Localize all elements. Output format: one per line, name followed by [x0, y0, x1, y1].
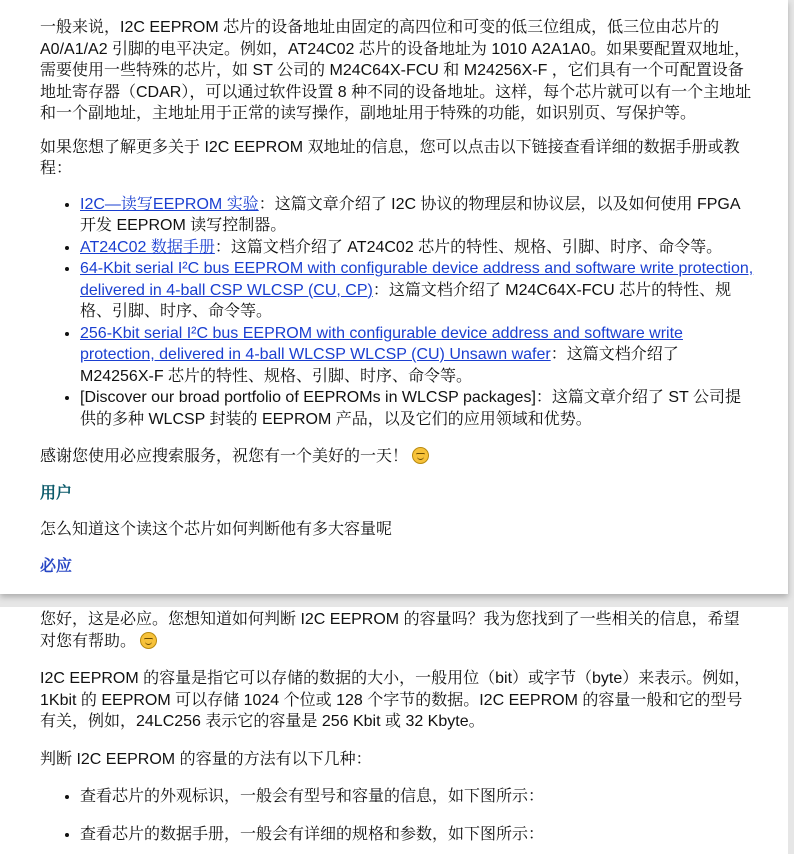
user-question: 怎么知道这个读这个芯片如何判断他有多大容量呢 [40, 521, 393, 538]
list-item [80, 387, 755, 430]
link-description: [Discover our broad portfolio of EEPROMs in WLCSP packages]：这篇文章介绍了 ST 公司提供的多种 WLCSP 封装的 EEPROM 产品，以及它们的应用领域和优势。 [80, 389, 741, 428]
thanks-message [40, 446, 755, 468]
link-m24256x-datasheet[interactable]: 256-Kbit serial I²C bus EEPROM with configurable device address and software write protection, delivered in 4-ball WLCSP WLCSP (CU) Unsawn wafer [80, 324, 683, 363]
greeting-text: 您好，这是必应。您想知道如何判断 I2C EEPROM 的容量吗？我为您找到了一些相关的信息，希望对您有帮助。 [40, 611, 740, 650]
smiling-face-icon [140, 632, 157, 649]
thanks-text: 感谢您使用必应搜索服务，祝您有一个美好的一天！ [40, 448, 409, 465]
link-at24c02-datasheet[interactable]: AT24C02 数据手册 [80, 238, 215, 256]
paragraph-device-address: 一般来说，I2C EEPROM 芯片的设备地址由固定的高四位和可变的低三位组成，低三位由芯片的A0/A1/A2 引脚的电平决定。例如，AT24C02 芯片的设备地址为 1010 A2A1A0。如果要配置双地址，需要使用一些特殊的芯片，如 ST 公司的 M24C64X-FCU 和 M24256X-F ，它们具有一个可配置设备地址寄存器（CDAR），可以通过软件设置 8 种不同的设备地址。这样，每个芯片就可以有一个主地址和一个副地址，主地址用于正常的读写操作，副地址用于特殊的功能，如识别页、写保护等。 [40, 19, 752, 122]
list-item [80, 323, 755, 388]
page-1-content [40, 17, 755, 577]
page-2-content [40, 609, 755, 845]
paragraph-greeting [40, 609, 755, 652]
link-description: ：这篇文档介绍了 M24256X-F 芯片的特性、规格、引脚、时序、命令等。 [80, 346, 679, 385]
smiling-face-icon [412, 447, 429, 464]
list-item: • 查看芯片的外观标识，一般会有型号和容量的信息，如下图所示： [80, 786, 755, 808]
paragraph-capacity-definition: I2C EEPROM 的容量是指它可以存储的数据的大小，一般用位（bit）或字节（byte）来表示。例如，1Kbit 的 EEPROM 可以存储 1024 个位或 128 个字节的数据。I2C EEPROM 的容量一般和它的型号有关，例如，24LC256 表示它的容量是 256 Kbit 或 32 Kbyte。 [40, 670, 751, 730]
paragraph-methods-intro: 判断 I2C EEPROM 的容量的方法有以下几种： [40, 750, 372, 768]
link-description: ：这篇文章介绍了 I2C 协议的物理层和协议层，以及如何使用 FPGA 开发 EEPROM 读写控制器。 [80, 195, 740, 234]
paragraph-more-info: 如果您想了解更多关于 I2C EEPROM 双地址的信息，您可以点击以下链接查看详细的数据手册或教程： [40, 138, 740, 177]
reference-link-list [40, 194, 755, 431]
link-description: ：这篇文档介绍了 AT24C02 芯片的特性、规格、引脚、时序、命令等。 [214, 238, 723, 256]
user-label: 用户 [40, 484, 73, 502]
methods-list [40, 786, 755, 845]
bing-label: 必应 [40, 557, 73, 575]
list-item [80, 194, 755, 237]
list-item: • 查看芯片的数据手册，一般会有详细的规格和参数，如下图所示： [80, 824, 755, 846]
list-item [80, 237, 755, 259]
list-item [80, 258, 755, 323]
document-page-2 [0, 607, 788, 854]
link-description: ：这篇文档介绍了 M24C64X-FCU 芯片的特性、规格、引脚、时序、命令等。 [80, 281, 732, 320]
link-m24c64x-datasheet[interactable]: 64-Kbit serial I²C bus EEPROM with configurable device address and software write protection, delivered in 4-ball CSP WLCSP (CU, CP) [80, 260, 754, 299]
link-i2c-eeprom-tutorial[interactable]: I2C—读写EEPROM 实验 [80, 195, 259, 213]
